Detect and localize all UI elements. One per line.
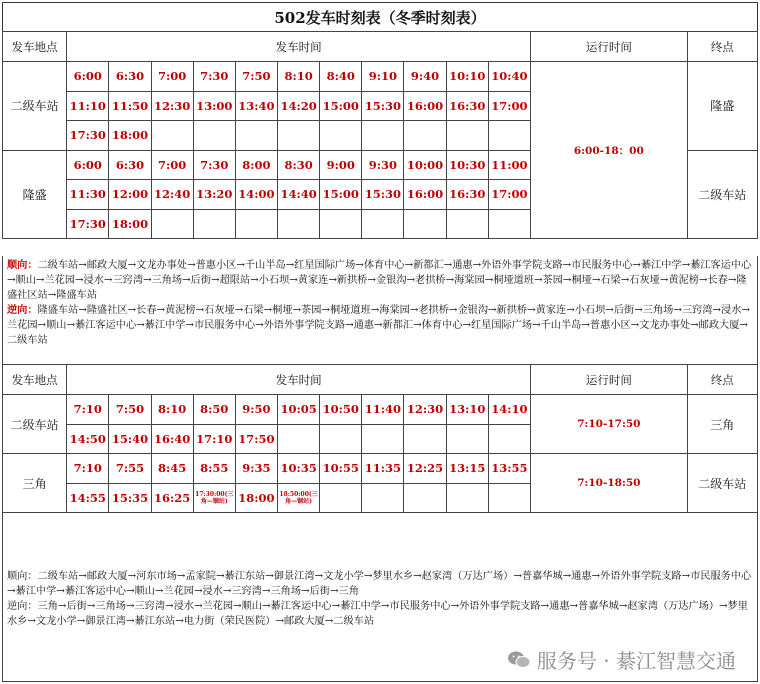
- departure-time-cell: 13:10: [446, 395, 488, 425]
- terminal-cell: 二级车站: [687, 454, 757, 513]
- terminal-cell: 三角: [687, 395, 757, 454]
- departure-time-cell: 7:00: [151, 150, 193, 180]
- departure-time-cell: 10:05: [278, 395, 320, 425]
- departure-time-cell: 9:40: [404, 62, 446, 92]
- departure-time-cell: 6:30: [109, 150, 151, 180]
- departure-time-cell: 15:35: [109, 483, 151, 513]
- departure-time-cell: 17:10: [193, 424, 235, 454]
- terminal-cell: 隆盛: [687, 62, 757, 151]
- departure-time-cell: 16:00: [404, 91, 446, 121]
- route-reverse-text: 隆盛车站→隆盛社区→长春→黄泥榜→石灰垭→石梁→桐垭→茶园→桐垭道班→海棠园→老拱桥→金银沟→新拱桥→黄家连→小石坝→后街→三角场→三窍湾→浸水→兰花园→顺山→綦江客运中心→綦江中学→市民服务中心→外语外事学院支路→通惠→新都汇→体育中心→红星国际广场→千山半岛→普惠小区→文龙办事处→邮政大厦→二级车站: [7, 305, 750, 346]
- departure-time-cell: 11:50: [109, 91, 151, 121]
- footer-watermark: [507, 645, 736, 674]
- departure-time-cell: 7:00: [151, 62, 193, 92]
- origin-cell: 二级车站: [3, 395, 67, 454]
- departure-time-cell: 10:50: [320, 395, 362, 425]
- departure-time-cell: [404, 424, 446, 454]
- departure-time-cell: [362, 209, 404, 239]
- departure-time-cell: [235, 121, 277, 151]
- departure-time-cell: [488, 121, 530, 151]
- header-stop: 发车地点: [3, 365, 67, 395]
- departure-time-cell: [488, 209, 530, 239]
- departure-time-cell: 17:30: [67, 209, 109, 239]
- departure-time-cell: [193, 121, 235, 151]
- origin-cell: 三角: [3, 454, 67, 513]
- departure-time-cell: [193, 209, 235, 239]
- departure-time-cell: 18:50:00(三角—锢站): [278, 483, 320, 513]
- departure-time-cell: [278, 209, 320, 239]
- departure-time-cell: [488, 424, 530, 454]
- departure-time-cell: 11:00: [488, 150, 530, 180]
- departure-time-cell: 17:30: [67, 121, 109, 151]
- departure-time-cell: 15:30: [362, 91, 404, 121]
- departure-time-cell: [320, 483, 362, 513]
- runtime-cell: 6:00-18：00: [531, 62, 688, 239]
- departure-time-cell: 18:00: [109, 121, 151, 151]
- departure-time-cell: 8:55: [193, 454, 235, 484]
- page-title: 502发车时刻表（冬季时刻表）: [2, 2, 758, 32]
- departure-time-cell: [320, 121, 362, 151]
- departure-time-cell: 17:30:00(三角—锢站): [193, 483, 235, 513]
- departure-time-cell: [446, 121, 488, 151]
- header-departure: 发车时间: [67, 365, 531, 395]
- departure-time-cell: 6:00: [67, 150, 109, 180]
- timetable-sheet: [2, 2, 758, 682]
- departure-time-cell: 14:50: [67, 424, 109, 454]
- departure-time-cell: [235, 209, 277, 239]
- departure-time-cell: 13:40: [235, 91, 277, 121]
- departure-time-cell: 13:20: [193, 180, 235, 210]
- runtime-cell: 7:10-18:50: [531, 454, 688, 513]
- departure-time-cell: [404, 209, 446, 239]
- departure-time-cell: 10:35: [278, 454, 320, 484]
- departure-time-cell: 14:10: [488, 395, 530, 425]
- header-terminal: 终点: [687, 365, 757, 395]
- departure-time-cell: 16:40: [151, 424, 193, 454]
- departure-time-cell: 6:00: [67, 62, 109, 92]
- departure-time-cell: [151, 209, 193, 239]
- departure-time-cell: 11:10: [67, 91, 109, 121]
- departure-time-cell: 8:10: [278, 62, 320, 92]
- winter-timetable: [2, 31, 758, 239]
- departure-time-cell: 7:30: [193, 150, 235, 180]
- departure-time-cell: 18:00: [109, 209, 151, 239]
- departure-time-cell: 10:30: [446, 150, 488, 180]
- departure-time-cell: 6:30: [109, 62, 151, 92]
- departure-time-cell: 16:30: [446, 180, 488, 210]
- departure-time-cell: 8:50: [193, 395, 235, 425]
- departure-time-cell: 17:00: [488, 180, 530, 210]
- departure-time-cell: 16:00: [404, 180, 446, 210]
- winter-route-box: [2, 256, 758, 366]
- departure-time-cell: 12:30: [404, 395, 446, 425]
- departure-time-cell: 15:00: [320, 180, 362, 210]
- runtime-cell: 7:10-17:50: [531, 395, 688, 454]
- departure-time-cell: 10:40: [488, 62, 530, 92]
- departure-time-cell: 16:30: [446, 91, 488, 121]
- departure-time-cell: 12:40: [151, 180, 193, 210]
- second-timetable: [2, 364, 758, 513]
- header-departure: 发车时间: [67, 32, 531, 62]
- wechat-icon: [507, 650, 531, 670]
- second-route-forward: 顺向：二级车站→邮政大厦→河东市场→孟家院→綦江东站→御景江湾→文龙小学→梦里水乡→赵家湾（万达广场）→普嘉华城→通惠→外语外事学院支路→市民服务中心→綦江中学→綦江客运中心→顺山→兰花园→浸水→三窍湾→三角场→后街→三角: [7, 571, 752, 597]
- departure-time-cell: 18:00: [235, 483, 277, 513]
- departure-time-cell: 16:25: [151, 483, 193, 513]
- departure-time-cell: 13:55: [488, 454, 530, 484]
- departure-time-cell: 7:50: [109, 395, 151, 425]
- departure-time-cell: 15:00: [320, 91, 362, 121]
- departure-time-cell: [362, 424, 404, 454]
- departure-time-cell: 11:30: [67, 180, 109, 210]
- departure-time-cell: 7:50: [235, 62, 277, 92]
- route-reverse-label: 逆向：: [7, 304, 38, 316]
- departure-time-cell: [151, 121, 193, 151]
- departure-time-cell: 9:00: [320, 150, 362, 180]
- departure-time-cell: 9:50: [235, 395, 277, 425]
- departure-time-cell: [362, 483, 404, 513]
- header-terminal: 终点: [687, 32, 757, 62]
- departure-time-cell: [278, 424, 320, 454]
- departure-time-cell: 7:10: [67, 395, 109, 425]
- departure-time-cell: 10:00: [404, 150, 446, 180]
- origin-cell: 二级车站: [3, 62, 67, 151]
- departure-time-cell: 8:40: [320, 62, 362, 92]
- route-forward-text: 二级车站→邮政大厦→文龙办事处→普惠小区→千山半岛→红星国际广场→体育中心→新都汇→通惠→外语外事学院支路→市民服务中心→綦江中学→綦江客运中心→顺山→兰花园→浸水→三窍湾→三角场→后街→超限站→小石坝→黄家连→新拱桥→金银沟→老拱桥→海棠园→桐垭道班→茶园→桐垭→石梁→石灰垭→黄泥榜→长春→隆盛社区站→隆盛车站: [7, 260, 752, 301]
- departure-time-cell: 14:00: [235, 180, 277, 210]
- departure-time-cell: [446, 483, 488, 513]
- departure-time-cell: 14:20: [278, 91, 320, 121]
- departure-time-cell: 8:30: [278, 150, 320, 180]
- departure-time-cell: 14:40: [278, 180, 320, 210]
- departure-time-cell: 7:10: [67, 454, 109, 484]
- header-runtime: 运行时间: [531, 365, 688, 395]
- departure-time-cell: 10:10: [446, 62, 488, 92]
- departure-time-cell: 9:10: [362, 62, 404, 92]
- departure-time-cell: 9:35: [235, 454, 277, 484]
- second-route-reverse: 逆向：三角→后街→三角场→三窍湾→浸水→兰花园→顺山→綦江客运中心→綦江中学→市民服务中心→外语外事学院支路→通惠→普嘉华城→赵家湾（万达广场）→梦里水乡→文龙小学→御景江湾→綦江东站→电力街（荣民医院）→邮政大厦→二级车站: [7, 601, 748, 627]
- departure-time-cell: 12:25: [404, 454, 446, 484]
- departure-time-cell: 7:55: [109, 454, 151, 484]
- departure-time-cell: [362, 121, 404, 151]
- departure-time-cell: 14:55: [67, 483, 109, 513]
- departure-time-cell: [320, 209, 362, 239]
- footer-text: 服务号 · 綦江智慧交通: [536, 649, 736, 673]
- departure-time-cell: 7:30: [193, 62, 235, 92]
- departure-time-cell: 12:00: [109, 180, 151, 210]
- departure-time-cell: 9:30: [362, 150, 404, 180]
- departure-time-cell: 17:50: [235, 424, 277, 454]
- departure-time-cell: 17:00: [488, 91, 530, 121]
- terminal-cell: 二级车站: [687, 150, 757, 239]
- header-stop: 发车地点: [3, 32, 67, 62]
- departure-time-cell: [320, 424, 362, 454]
- departure-time-cell: [488, 483, 530, 513]
- departure-time-cell: 11:35: [362, 454, 404, 484]
- departure-time-cell: 13:15: [446, 454, 488, 484]
- departure-time-cell: 15:40: [109, 424, 151, 454]
- departure-time-cell: 11:40: [362, 395, 404, 425]
- departure-time-cell: [404, 483, 446, 513]
- departure-time-cell: [278, 121, 320, 151]
- departure-time-cell: 12:30: [151, 91, 193, 121]
- header-runtime: 运行时间: [531, 32, 688, 62]
- departure-time-cell: 10:55: [320, 454, 362, 484]
- departure-time-cell: 15:30: [362, 180, 404, 210]
- departure-time-cell: [446, 424, 488, 454]
- departure-time-cell: 8:45: [151, 454, 193, 484]
- departure-time-cell: 13:00: [193, 91, 235, 121]
- departure-time-cell: [404, 121, 446, 151]
- departure-time-cell: 8:10: [151, 395, 193, 425]
- departure-time-cell: 8:00: [235, 150, 277, 180]
- origin-cell: 隆盛: [3, 150, 67, 239]
- route-forward-label: 顺向：: [7, 259, 38, 271]
- departure-time-cell: [446, 209, 488, 239]
